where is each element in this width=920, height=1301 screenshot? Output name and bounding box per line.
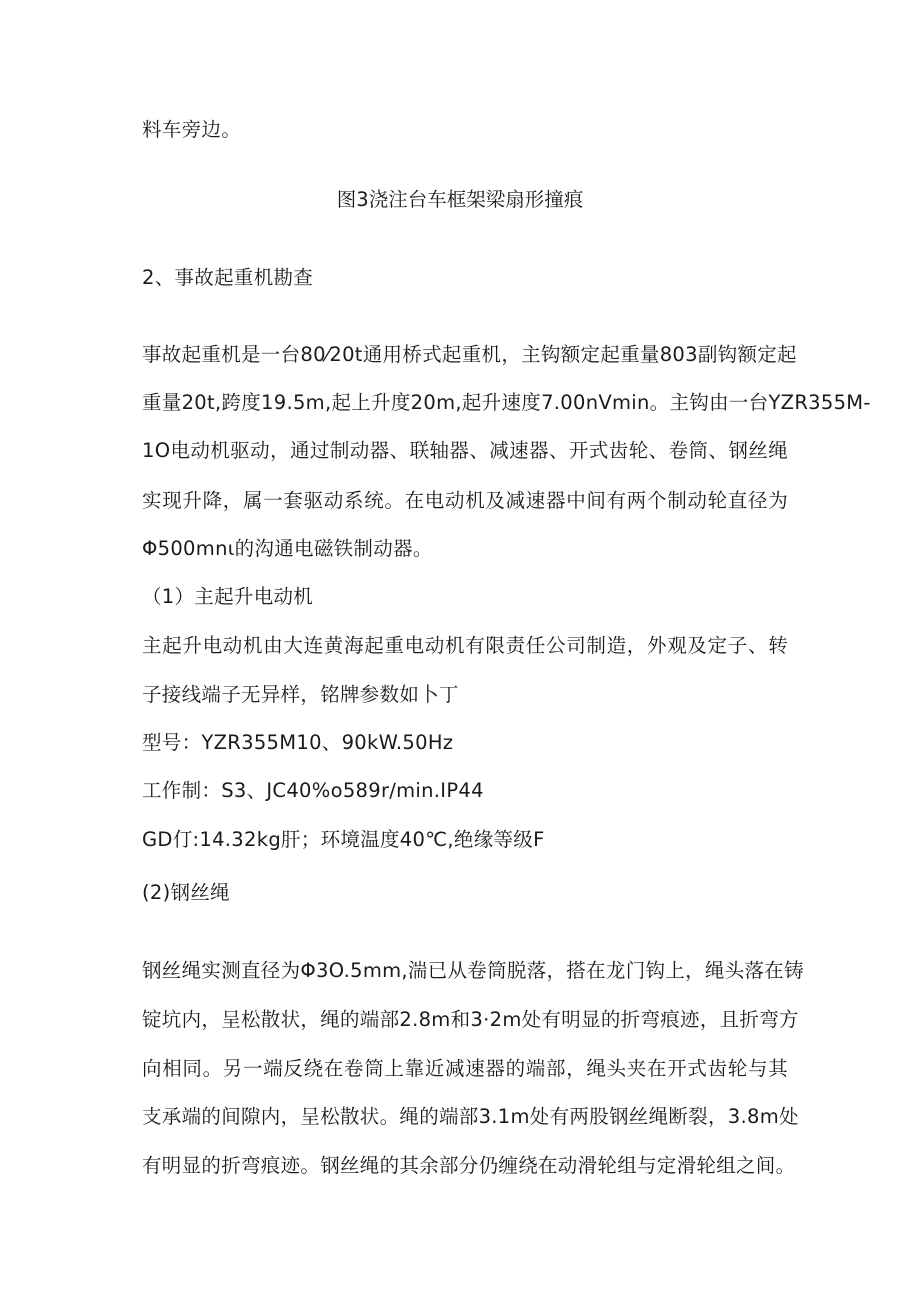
paragraph-line: 支承端的间隙内，呈松散状。绳的端部3.1m处有两股钢丝绳断裂，3.8m处 xyxy=(142,1105,799,1128)
section-heading: 2、事故起重机勘查 xyxy=(142,266,314,289)
nameplate-param: 型号：YZR355M10、90kW.50Hz xyxy=(142,731,454,754)
paragraph-line: 有明显的折弯痕迹。钢丝绳的其余部分仍缠绕在动滑轮组与定滑轮组之间。 xyxy=(142,1154,796,1177)
subsection-heading: （1）主起升电动机 xyxy=(142,585,314,608)
paragraph-line: 钢丝绳实测直径为Φ3O.5mm,湍已从卷筒脱落，搭在龙门钩上，绳头落在铸 xyxy=(142,959,804,982)
paragraph-line: 子接线端子无异样，铭牌参数如卜丁 xyxy=(142,683,459,706)
paragraph-line: Φ500mnι的沟通电磁铁制动器。 xyxy=(142,537,433,560)
nameplate-param: GD仃:14.32kg肝；环境温度40℃,绝缘等级F xyxy=(142,828,545,851)
paragraph-line: 锭坑内，呈松散状，绳的端部2.8m和3·2m处有明显的折弯痕迹，且折弯方 xyxy=(142,1008,799,1031)
paragraph-line: 1O电动机驱动，通过制动器、联轴器、减速器、开式齿轮、卷筒、钢丝绳 xyxy=(142,439,788,462)
figure-caption: 图3浇注台车框架梁扇形撞痕 xyxy=(336,188,584,211)
paragraph-line: 实现升降，属一套驱动系统。在电动机及减速器中间有两个制动轮直径为 xyxy=(142,489,788,512)
subsection-heading: (2)钢丝绳 xyxy=(142,881,230,904)
paragraph-line: 向相同。另一端反绕在卷筒上靠近减速器的端部，绳头夹在开式齿轮与其 xyxy=(142,1057,788,1080)
paragraph-line: 事故起重机是一台80⁄20t通用桥式起重机，主钩额定起重量803副钩额定起 xyxy=(142,343,797,366)
paragraph-line: 重量20t,跨度19.5m,起上升度20m,起升速度7.00nVmin。主钩由一台YZR355M- xyxy=(142,391,871,414)
nameplate-param: 工作制：S3、JC40%o589r∕min.IP44 xyxy=(142,779,484,802)
continuation-text: 料车旁边。 xyxy=(142,118,242,141)
paragraph-line: 主起升电动机由大连黄海起重电动机有限责任公司制造，外观及定子、转 xyxy=(142,634,788,657)
